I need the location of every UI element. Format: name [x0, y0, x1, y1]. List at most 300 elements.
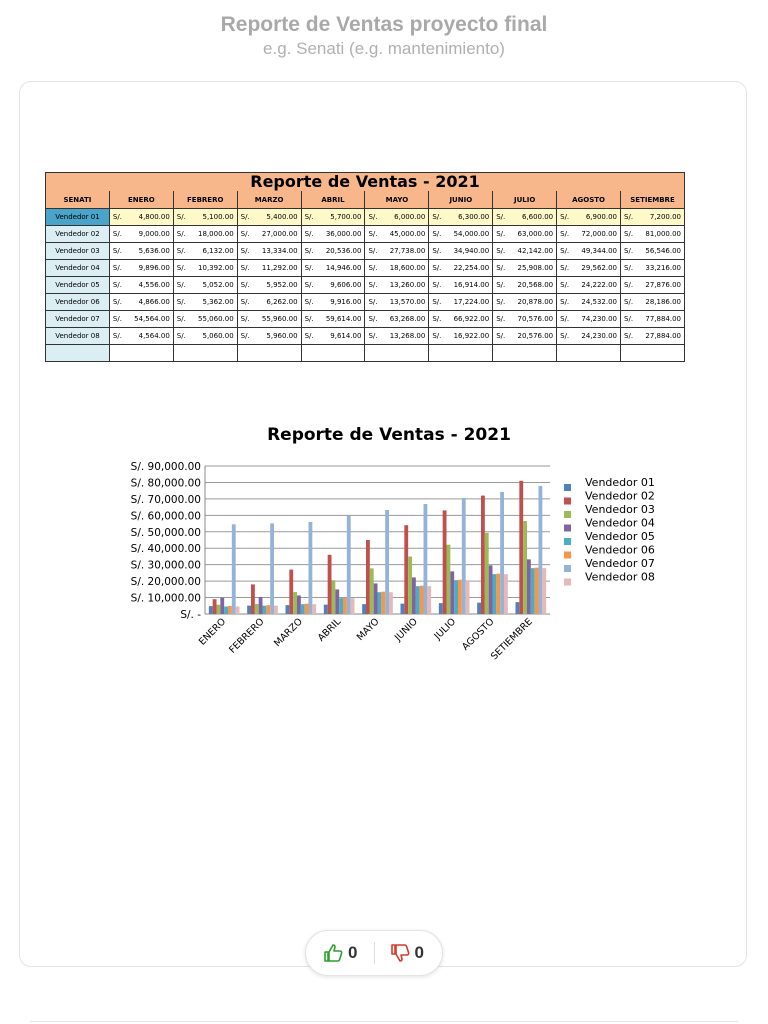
y-tick-label: S/. 80,000.00 — [130, 477, 201, 490]
currency-symbol: S/. — [112, 281, 122, 289]
currency-symbol: S/. — [432, 281, 442, 289]
sales-amount: 11,292.00 — [261, 264, 298, 272]
sales-cell[interactable] — [365, 328, 429, 345]
sales-cell[interactable] — [429, 260, 493, 277]
column-header-seller: SENATI — [46, 191, 110, 209]
sales-amount: 4,556.00 — [138, 281, 170, 289]
sales-amount: 5,960.00 — [266, 332, 298, 340]
currency-symbol: S/. — [240, 247, 250, 255]
like-button[interactable] — [308, 943, 373, 963]
sales-amount: 9,000.00 — [138, 230, 170, 238]
empty-cell[interactable] — [493, 345, 557, 362]
sales-cell[interactable] — [173, 294, 237, 311]
bar — [401, 604, 405, 614]
sales-cell[interactable] — [237, 226, 301, 243]
sales-cell[interactable] — [301, 260, 365, 277]
sales-cell[interactable] — [557, 277, 621, 294]
bar — [527, 559, 531, 614]
bar — [496, 574, 500, 614]
empty-cell[interactable] — [429, 345, 493, 362]
page-subtitle: e.g. Senati (e.g. mantenimiento) — [263, 39, 505, 58]
currency-symbol: S/. — [368, 298, 378, 306]
currency-symbol: S/. — [624, 264, 634, 272]
sales-cell[interactable] — [557, 209, 621, 226]
currency-symbol: S/. — [112, 315, 122, 323]
sales-cell[interactable] — [493, 311, 557, 328]
sales-cell[interactable] — [109, 328, 173, 345]
sales-cell[interactable] — [557, 260, 621, 277]
sales-cell[interactable] — [365, 311, 429, 328]
sales-cell[interactable] — [493, 277, 557, 294]
empty-cell[interactable] — [109, 345, 173, 362]
bar — [378, 592, 382, 614]
bar — [289, 570, 293, 614]
sales-amount: 16,922.00 — [453, 332, 490, 340]
sales-amount: 20,568.00 — [517, 281, 554, 289]
bar — [485, 533, 489, 614]
dislike-button[interactable] — [375, 943, 440, 963]
sales-cell[interactable] — [557, 226, 621, 243]
y-tick-label: S/. - — [180, 609, 201, 621]
sales-cell[interactable] — [109, 209, 173, 226]
y-tick-label: S/. 40,000.00 — [130, 543, 201, 556]
sales-amount: 27,884.00 — [645, 332, 681, 340]
sales-amount: 20,536.00 — [325, 247, 362, 255]
sales-cell[interactable] — [365, 277, 429, 294]
currency-symbol: S/. — [496, 264, 506, 272]
sales-cell[interactable] — [237, 260, 301, 277]
sales-amount: 6,600.00 — [521, 213, 554, 221]
currency-symbol: S/. — [112, 332, 122, 340]
sales-cell[interactable] — [429, 294, 493, 311]
sales-amount: 13,260.00 — [389, 281, 426, 289]
currency-symbol: S/. — [304, 281, 314, 289]
sales-amount: 34,940.00 — [453, 247, 490, 255]
sales-cell[interactable] — [621, 294, 685, 311]
currency-symbol: S/. — [368, 230, 378, 238]
sales-amount: 66,922.00 — [453, 315, 490, 323]
sales-cell[interactable] — [621, 260, 685, 277]
bar — [255, 604, 259, 614]
sales-amount: 56,546.00 — [645, 247, 681, 255]
currency-symbol: S/. — [368, 332, 378, 340]
currency-symbol: S/. — [496, 213, 506, 221]
sales-cell[interactable] — [621, 209, 685, 226]
sales-amount: 16,914.00 — [453, 281, 490, 289]
bar — [542, 568, 546, 614]
legend-label: Vendedor 01 — [585, 476, 655, 489]
sales-cell[interactable] — [493, 328, 557, 345]
sheet-title: Reporte de Ventas - 2021 — [250, 172, 480, 191]
sales-cell[interactable] — [429, 243, 493, 260]
bar — [324, 605, 328, 614]
table-row — [46, 328, 685, 345]
y-tick-label: S/. 50,000.00 — [130, 526, 201, 539]
sales-cell[interactable] — [109, 243, 173, 260]
bar — [462, 498, 466, 614]
sales-cell[interactable] — [301, 226, 365, 243]
currency-symbol: S/. — [560, 281, 570, 289]
sales-amount: 6,000.00 — [394, 213, 426, 221]
sales-amount: 36,000.00 — [325, 230, 362, 238]
bar — [489, 565, 493, 614]
sales-chart-svg — [120, 418, 680, 663]
seller-name-cell[interactable]: Vendedor 06 — [46, 294, 110, 311]
bar — [443, 510, 447, 614]
currency-symbol: S/. — [624, 281, 634, 289]
empty-cell[interactable] — [301, 345, 365, 362]
legend-label: Vendedor 05 — [585, 530, 655, 543]
currency-symbol: S/. — [368, 315, 378, 323]
sales-amount: 9,614.00 — [330, 332, 362, 340]
empty-cell[interactable] — [237, 345, 301, 362]
sales-amount: 28,186.00 — [645, 298, 681, 306]
sales-cell[interactable] — [493, 243, 557, 260]
sales-amount: 29,562.00 — [581, 264, 618, 272]
sales-cell[interactable] — [493, 209, 557, 226]
currency-symbol: S/. — [560, 264, 570, 272]
column-header-month: ABRIL — [301, 191, 365, 209]
empty-cell[interactable] — [46, 345, 110, 362]
bar — [209, 606, 213, 614]
sales-cell[interactable] — [429, 277, 493, 294]
seller-name-cell[interactable]: Vendedor 08 — [46, 328, 110, 345]
sales-cell[interactable] — [237, 277, 301, 294]
currency-symbol: S/. — [432, 213, 442, 221]
bar — [458, 580, 462, 614]
currency-symbol: S/. — [304, 213, 314, 221]
thumbs-down-icon — [391, 944, 411, 962]
bottom-divider — [30, 1021, 738, 1022]
currency-symbol: S/. — [496, 298, 506, 306]
bar — [420, 586, 424, 614]
currency-symbol: S/. — [304, 298, 314, 306]
sales-cell[interactable] — [301, 277, 365, 294]
bar — [251, 584, 255, 614]
sales-amount: 42,142.00 — [517, 247, 554, 255]
bar — [412, 577, 416, 614]
sales-cell[interactable] — [429, 226, 493, 243]
legend-label: Vendedor 08 — [585, 570, 655, 584]
bar — [335, 589, 339, 614]
bar — [416, 586, 420, 614]
empty-cell[interactable] — [365, 345, 429, 362]
seller-name-cell[interactable]: Vendedor 02 — [46, 226, 110, 243]
sales-amount: 74,230.00 — [581, 315, 618, 323]
seller-name-cell[interactable]: Vendedor 04 — [46, 260, 110, 277]
bar — [362, 604, 366, 614]
sales-amount: 4,866.00 — [138, 298, 170, 306]
currency-symbol: S/. — [432, 332, 442, 340]
sales-amount: 55,960.00 — [261, 315, 298, 323]
legend-label: Vendedor 07 — [585, 557, 655, 570]
bar — [454, 580, 458, 614]
column-header-month: JUNIO — [429, 191, 493, 209]
bar — [504, 574, 508, 614]
sales-cell[interactable] — [301, 243, 365, 260]
legend-swatch — [564, 565, 571, 572]
currency-symbol: S/. — [112, 264, 122, 272]
sales-cell[interactable] — [621, 243, 685, 260]
sales-cell[interactable] — [429, 209, 493, 226]
sales-amount: 13,334.00 — [261, 247, 298, 255]
bar — [293, 592, 297, 614]
bar — [263, 606, 267, 614]
sales-cell[interactable] — [237, 243, 301, 260]
sales-cell[interactable] — [173, 328, 237, 345]
sales-cell[interactable] — [173, 209, 237, 226]
bar — [477, 603, 481, 614]
sales-cell[interactable] — [557, 311, 621, 328]
bar — [439, 603, 443, 614]
sales-amount: 63,000.00 — [517, 230, 554, 238]
table-row — [46, 243, 685, 260]
sales-amount: 6,262.00 — [266, 298, 298, 306]
sales-cell[interactable] — [365, 226, 429, 243]
y-tick-label: S/. 70,000.00 — [130, 493, 201, 506]
sales-cell[interactable] — [237, 209, 301, 226]
sales-cell[interactable] — [301, 209, 365, 226]
y-tick-label: S/. 90,000.00 — [130, 461, 201, 473]
sales-cell[interactable] — [173, 277, 237, 294]
seller-name-cell[interactable]: Vendedor 07 — [46, 311, 110, 328]
bar — [427, 586, 431, 614]
sales-amount: 5,100.00 — [202, 213, 234, 221]
legend-swatch — [564, 525, 571, 532]
currency-symbol: S/. — [496, 315, 506, 323]
bar — [370, 568, 374, 614]
x-tick-label: ENERO — [196, 616, 229, 648]
currency-symbol: S/. — [112, 213, 122, 221]
y-tick-label: S/. 20,000.00 — [130, 576, 201, 589]
sales-cell[interactable] — [365, 294, 429, 311]
bar — [535, 568, 539, 614]
y-tick-label: S/. 10,000.00 — [130, 592, 201, 605]
sales-amount: 24,222.00 — [581, 281, 618, 289]
sales-cell[interactable] — [173, 226, 237, 243]
bar — [466, 580, 470, 614]
currency-symbol: S/. — [176, 264, 186, 272]
sales-cell[interactable] — [173, 243, 237, 260]
sales-amount: 55,060.00 — [198, 315, 234, 323]
bar — [519, 481, 523, 614]
sales-amount: 17,224.00 — [453, 298, 490, 306]
seller-name-cell[interactable]: Vendedor 03 — [46, 243, 110, 260]
bar — [232, 524, 236, 614]
sales-cell[interactable] — [237, 328, 301, 345]
empty-cell[interactable] — [621, 345, 685, 362]
legend-swatch — [564, 484, 571, 491]
bar — [259, 597, 263, 614]
sales-cell[interactable] — [557, 243, 621, 260]
column-header-month: JULIO — [493, 191, 557, 209]
sales-amount: 25,908.00 — [517, 264, 554, 272]
currency-symbol: S/. — [368, 213, 378, 221]
sales-amount: 27,738.00 — [389, 247, 426, 255]
sales-amount: 24,532.00 — [581, 298, 618, 306]
legend-swatch — [564, 579, 571, 586]
bar — [381, 592, 385, 614]
currency-symbol: S/. — [624, 247, 634, 255]
bar — [447, 545, 451, 614]
sales-cell[interactable] — [365, 260, 429, 277]
currency-symbol: S/. — [240, 213, 250, 221]
sales-cell[interactable] — [621, 328, 685, 345]
column-header-month: FEBRERO — [173, 191, 237, 209]
sales-amount: 13,570.00 — [389, 298, 426, 306]
page-title: Reporte de Ventas proyecto final — [220, 13, 548, 36]
table-row — [46, 311, 685, 328]
currency-symbol: S/. — [304, 247, 314, 255]
bar — [481, 496, 485, 614]
bar — [347, 516, 351, 614]
sales-amount: 13,268.00 — [389, 332, 426, 340]
sales-cell[interactable] — [365, 209, 429, 226]
currency-symbol: S/. — [304, 315, 314, 323]
sales-table-body — [46, 209, 685, 362]
sales-cell[interactable] — [301, 311, 365, 328]
sales-cell[interactable] — [365, 243, 429, 260]
sales-amount: 22,254.00 — [453, 264, 490, 272]
x-tick-label: FEBRERO — [227, 616, 267, 656]
bar — [516, 602, 520, 614]
table-row — [46, 277, 685, 294]
sales-amount: 5,952.00 — [266, 281, 298, 289]
bar — [297, 595, 301, 614]
sales-cell[interactable] — [237, 311, 301, 328]
sales-amount: 81,000.00 — [645, 230, 681, 238]
sales-amount: 10,392.00 — [198, 264, 234, 272]
x-tick-label: JULIO — [432, 616, 459, 643]
bar — [404, 525, 408, 614]
sales-amount: 5,060.00 — [202, 332, 234, 340]
sales-cell[interactable] — [237, 294, 301, 311]
currency-symbol: S/. — [624, 315, 634, 323]
sales-cell[interactable] — [621, 311, 685, 328]
sales-amount: 54,564.00 — [134, 315, 170, 323]
bar — [224, 607, 228, 614]
currency-symbol: S/. — [432, 315, 442, 323]
bar — [539, 486, 543, 614]
currency-symbol: S/. — [304, 230, 314, 238]
bar — [389, 592, 393, 614]
currency-symbol: S/. — [432, 247, 442, 255]
sales-amount: 5,636.00 — [138, 247, 170, 255]
currency-symbol: S/. — [112, 247, 122, 255]
sales-cell[interactable] — [109, 277, 173, 294]
bar — [274, 606, 278, 614]
sales-amount: 5,052.00 — [202, 281, 234, 289]
bar — [305, 604, 309, 614]
sales-cell[interactable] — [621, 277, 685, 294]
table-row — [46, 226, 685, 243]
bar — [301, 604, 305, 614]
sales-amount: 9,896.00 — [138, 264, 170, 272]
thumbs-up-icon — [324, 944, 344, 962]
bar — [374, 583, 378, 614]
seller-name-cell[interactable]: Vendedor 01 — [46, 209, 110, 226]
sales-cell[interactable] — [429, 328, 493, 345]
sales-amount: 20,878.00 — [517, 298, 554, 306]
x-tick-label: JUNIO — [392, 616, 420, 644]
currency-symbol: S/. — [432, 264, 442, 272]
currency-symbol: S/. — [240, 230, 250, 238]
sales-amount: 6,300.00 — [458, 213, 490, 221]
sales-cell[interactable] — [557, 294, 621, 311]
y-tick-label: S/. 30,000.00 — [130, 559, 201, 572]
currency-symbol: S/. — [112, 298, 122, 306]
legend-label: Vendedor 03 — [585, 503, 655, 516]
bar — [270, 523, 274, 614]
currency-symbol: S/. — [560, 315, 570, 323]
legend-swatch — [564, 538, 571, 545]
bar — [309, 522, 313, 614]
sales-cell[interactable] — [109, 260, 173, 277]
sales-amount: 5,700.00 — [330, 213, 362, 221]
sales-amount: 54,000.00 — [453, 230, 490, 238]
sales-cell[interactable] — [493, 260, 557, 277]
table-row — [46, 260, 685, 277]
sales-cell[interactable] — [429, 311, 493, 328]
bar — [424, 504, 428, 614]
empty-cell[interactable] — [557, 345, 621, 362]
sales-amount: 49,344.00 — [581, 247, 618, 255]
sales-cell[interactable] — [621, 226, 685, 243]
currency-symbol: S/. — [432, 230, 442, 238]
sales-cell[interactable] — [109, 294, 173, 311]
currency-symbol: S/. — [560, 332, 570, 340]
seller-name-cell[interactable]: Vendedor 05 — [46, 277, 110, 294]
currency-symbol: S/. — [176, 315, 186, 323]
bar — [236, 606, 240, 614]
sales-amount: 18,600.00 — [389, 264, 426, 272]
currency-symbol: S/. — [496, 230, 506, 238]
dislike-count: 0 — [414, 943, 424, 962]
sales-cell[interactable] — [109, 311, 173, 328]
bar — [247, 606, 251, 614]
sales-amount: 6,132.00 — [202, 247, 234, 255]
sales-cell[interactable] — [301, 328, 365, 345]
sales-cell[interactable] — [173, 260, 237, 277]
currency-symbol: S/. — [240, 315, 250, 323]
sales-amount: 18,000.00 — [198, 230, 234, 238]
currency-symbol: S/. — [368, 247, 378, 255]
sales-amount: 77,884.00 — [645, 315, 681, 323]
bar — [450, 571, 454, 614]
sales-amount: 14,946.00 — [325, 264, 362, 272]
bar — [493, 574, 497, 614]
table-row — [46, 294, 685, 311]
currency-symbol: S/. — [560, 298, 570, 306]
sales-amount: 20,576.00 — [517, 332, 554, 340]
sales-cell[interactable] — [493, 226, 557, 243]
column-header-month: ENERO — [109, 191, 173, 209]
bar — [523, 521, 527, 614]
sales-cell[interactable] — [557, 328, 621, 345]
currency-symbol: S/. — [560, 230, 570, 238]
empty-row — [46, 345, 685, 362]
empty-cell[interactable] — [173, 345, 237, 362]
bar — [531, 568, 535, 614]
currency-symbol: S/. — [368, 264, 378, 272]
sales-cell[interactable] — [493, 294, 557, 311]
sales-chart — [120, 418, 680, 663]
sales-cell[interactable] — [109, 226, 173, 243]
sales-cell[interactable] — [301, 294, 365, 311]
legend-swatch — [564, 511, 571, 518]
legend-label: Vendedor 02 — [585, 489, 655, 503]
sales-cell[interactable] — [173, 311, 237, 328]
